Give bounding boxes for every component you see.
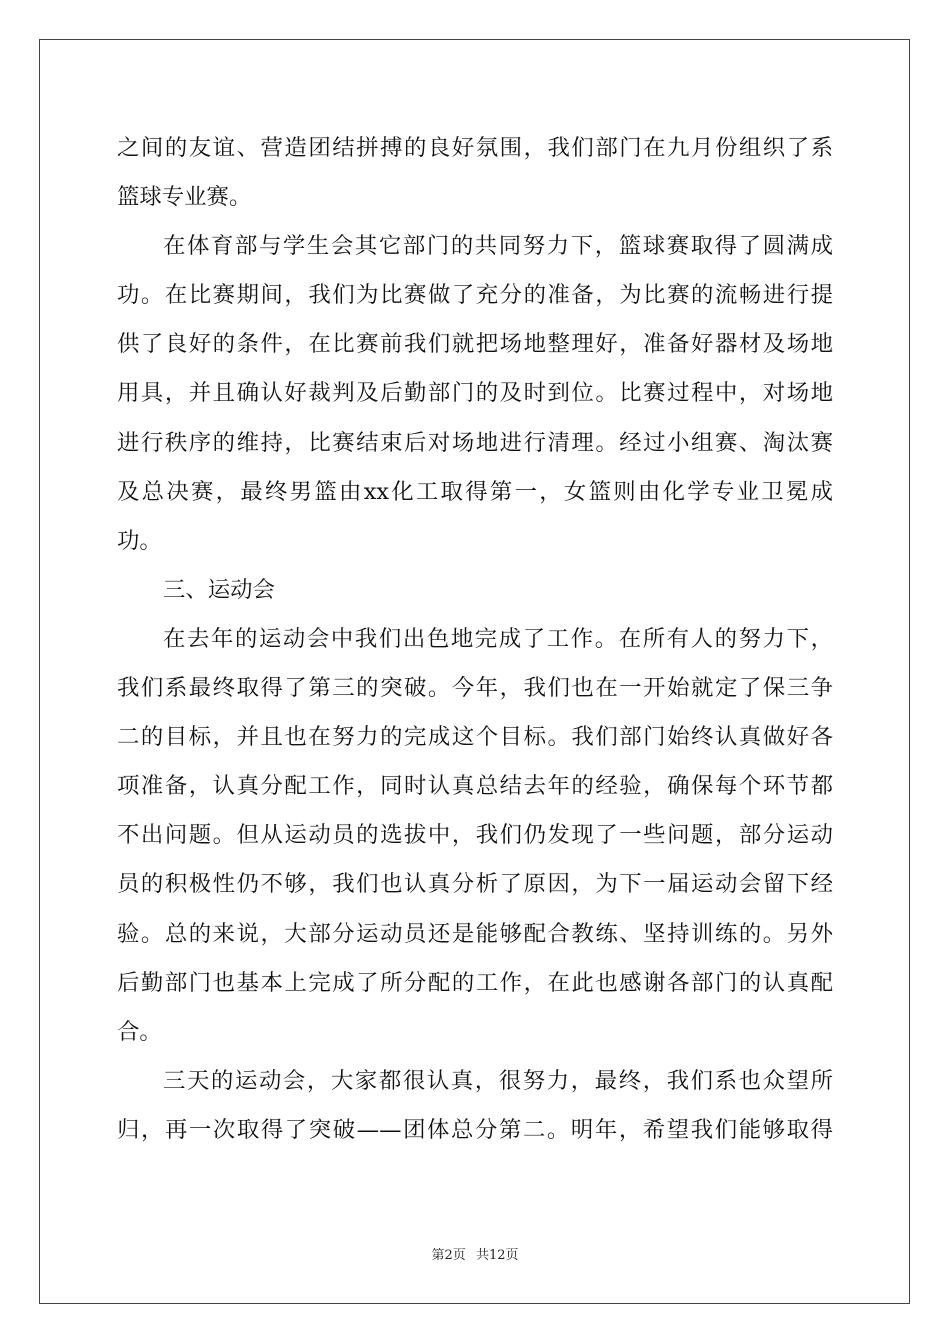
text-line: 不出问题。但从运动员的选拔中，我们仍发现了一些问题，部分运动 [117, 822, 833, 849]
text-line: 进行秩序的维持，比赛结束后对场地进行清理。经过小组赛、淘汰赛 [117, 429, 833, 456]
text-line: 验。总的来说，大部分运动员还是能够配合教练、坚持训练的。另外 [117, 920, 833, 947]
page-number: 第2页 [431, 1248, 466, 1263]
text-line: 员的积极性仍不够，我们也认真分析了原因，为下一届运动会留下经 [117, 871, 833, 898]
text-line: 合。 [117, 1018, 162, 1045]
section-heading: 三、运动会 [163, 576, 275, 603]
text-line: 后勤部门也基本上完成了所分配的工作，在此也感谢各部门的认真配 [117, 969, 833, 996]
paragraph-first-line: 三天的运动会，大家都很认真，很努力，最终，我们系也众望所 [163, 1067, 833, 1094]
text-line: 归，再一次取得了突破——团体总分第二。明年，希望我们能够取得 [117, 1116, 833, 1143]
paragraph-first-line: 在去年的运动会中我们出色地完成了工作。在所有人的努力下， [163, 625, 833, 652]
text-line: 功。 [117, 527, 162, 554]
text-line: 功。在比赛期间，我们为比赛做了充分的准备，为比赛的流畅进行提 [117, 282, 833, 309]
text-line: 我们系最终取得了第三的突破。今年，我们也在一开始就定了保三争 [117, 675, 833, 702]
page-footer [0, 1246, 950, 1266]
text-line: 供了良好的条件，在比赛前我们就把场地整理好，准备好器材及场地 [117, 331, 833, 358]
document-body [117, 124, 833, 1155]
text-line: 篮球专业赛。 [117, 184, 252, 211]
text-line: 及总决赛，最终男篮由xx化工取得第一，女篮则由化学专业卫冕成 [117, 478, 833, 505]
paragraph-first-line: 在体育部与学生会其它部门的共同努力下，篮球赛取得了圆满成 [163, 233, 833, 260]
text-line: 二的目标，并且也在努力的完成这个目标。我们部门始终认真做好各 [117, 724, 833, 751]
text-line: 用具，并且确认好裁判及后勤部门的及时到位。比赛过程中，对场地 [117, 380, 833, 407]
text-line: 之间的友谊、营造团结拼搏的良好氛围，我们部门在九月份组织了系 [117, 135, 833, 161]
text-line: 项准备，认真分配工作，同时认真总结去年的经验，确保每个环节都 [117, 773, 833, 800]
page-total: 共12页 [475, 1248, 519, 1263]
